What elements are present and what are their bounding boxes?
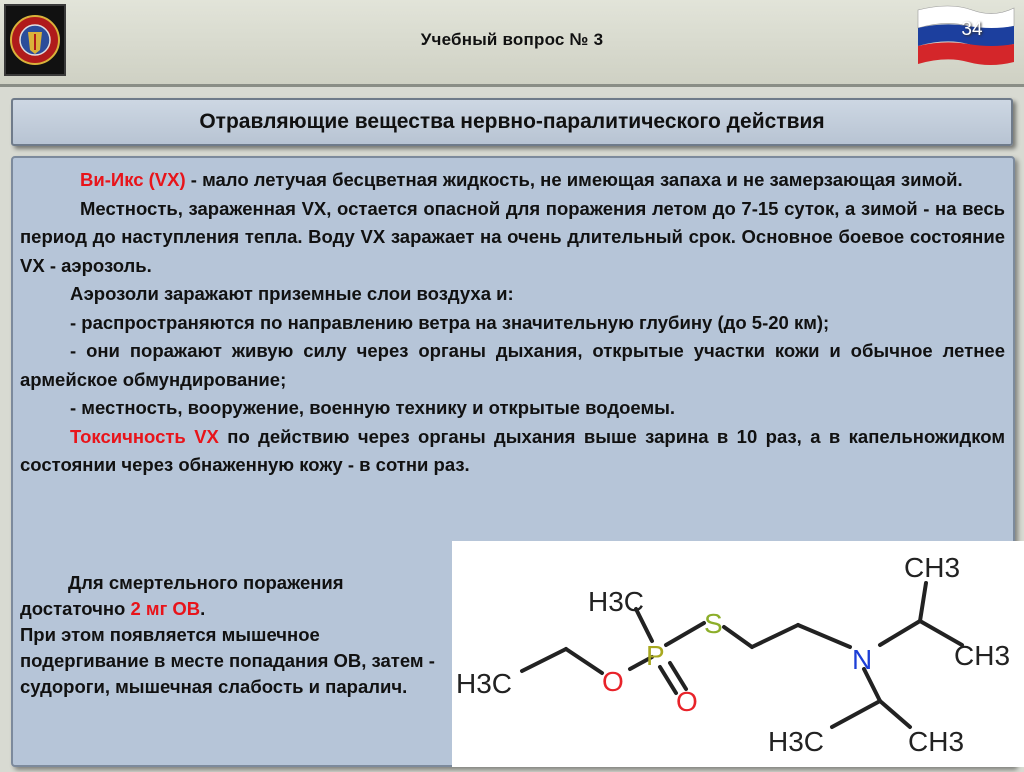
- toxicity-text: по действию через органы дыхания выше зарина в 10 раз, а в капельножидком состоянии через обнаженную кожу - в сотни раз.: [20, 425, 1006, 475]
- section-banner: Отравляющие вещества нервно-паралитического действия: [11, 98, 1013, 146]
- ch3-top-label: CH3: [904, 552, 961, 583]
- bullet-item: - распространяются по направлению ветра на значительную глубину (до 5-20 км);: [70, 311, 830, 333]
- bond: [880, 701, 910, 727]
- bond: [566, 649, 602, 673]
- oxygen-double-label: O: [676, 686, 698, 717]
- page-number: 34: [961, 19, 983, 40]
- phosphorus-label: P: [646, 640, 665, 671]
- bond: [752, 625, 798, 647]
- bond: [920, 583, 926, 621]
- vx-description: [20, 166, 1005, 195]
- bullet-item: - они поражают живую силу через органы дыхания, открытые участки кожи и обычное летнее армейское обмундирование;: [20, 340, 1005, 390]
- ch3-right-label: CH3: [954, 640, 1011, 671]
- bond: [724, 627, 752, 647]
- h3c-bottom-label: H3C: [768, 726, 825, 757]
- slide-title: Учебный вопрос № 3: [420, 30, 604, 49]
- bond: [798, 625, 850, 647]
- nitrogen-label: N: [852, 644, 873, 675]
- bond: [880, 621, 920, 645]
- h3c-left-label: H3C: [456, 668, 513, 699]
- vx-term: Ви-Икс (VX): [80, 169, 186, 190]
- header-bar: [0, 0, 1024, 87]
- bond: [832, 701, 880, 727]
- lethal-dose-suffix: .: [200, 598, 206, 619]
- h3c-top-label: H3C: [588, 586, 645, 617]
- bond: [666, 623, 704, 645]
- bullet-item: - местность, вооружение, военную технику и открытые водоемы.: [70, 397, 676, 418]
- body-text: [20, 166, 1005, 480]
- lethal-dose-prefix: достаточно: [20, 598, 131, 619]
- symptoms-text: При этом появляется мышечное подергивание в месте попадания ОВ, затем - судороги, мышечная слабость и паралич.: [20, 624, 435, 697]
- oxygen-label: O: [602, 666, 624, 697]
- lethal-dose-line: [20, 596, 450, 622]
- ch3-bottom-label: CH3: [908, 726, 965, 757]
- sulfur-label: S: [704, 608, 723, 639]
- toxicity-paragraph: [20, 423, 1005, 480]
- aerosol-paragraph: Аэрозоли заражают приземные слои воздуха и:: [70, 283, 514, 304]
- terrain-paragraph: Местность, зараженная VX, остается опасной для поражения летом до 7-15 суток, а зимой - на весь период до наступления тепла. Воду VX заражает на очень длительный срок. Основное боевое состояние VX - аэрозоль.: [20, 197, 1005, 276]
- bond: [522, 649, 566, 671]
- toxicity-term: Токсичность VX: [70, 425, 219, 447]
- lethal-line: Для смертельного поражения: [68, 572, 344, 593]
- vx-description-text: - мало летучая бесцветная жидкость, не имеющая запаха и не замерзающая зимой.: [185, 169, 963, 190]
- vx-structure-diagram: [452, 541, 1024, 767]
- lethal-dose-value: 2 мг ОВ: [130, 598, 201, 619]
- lethal-dose-text: [20, 570, 450, 700]
